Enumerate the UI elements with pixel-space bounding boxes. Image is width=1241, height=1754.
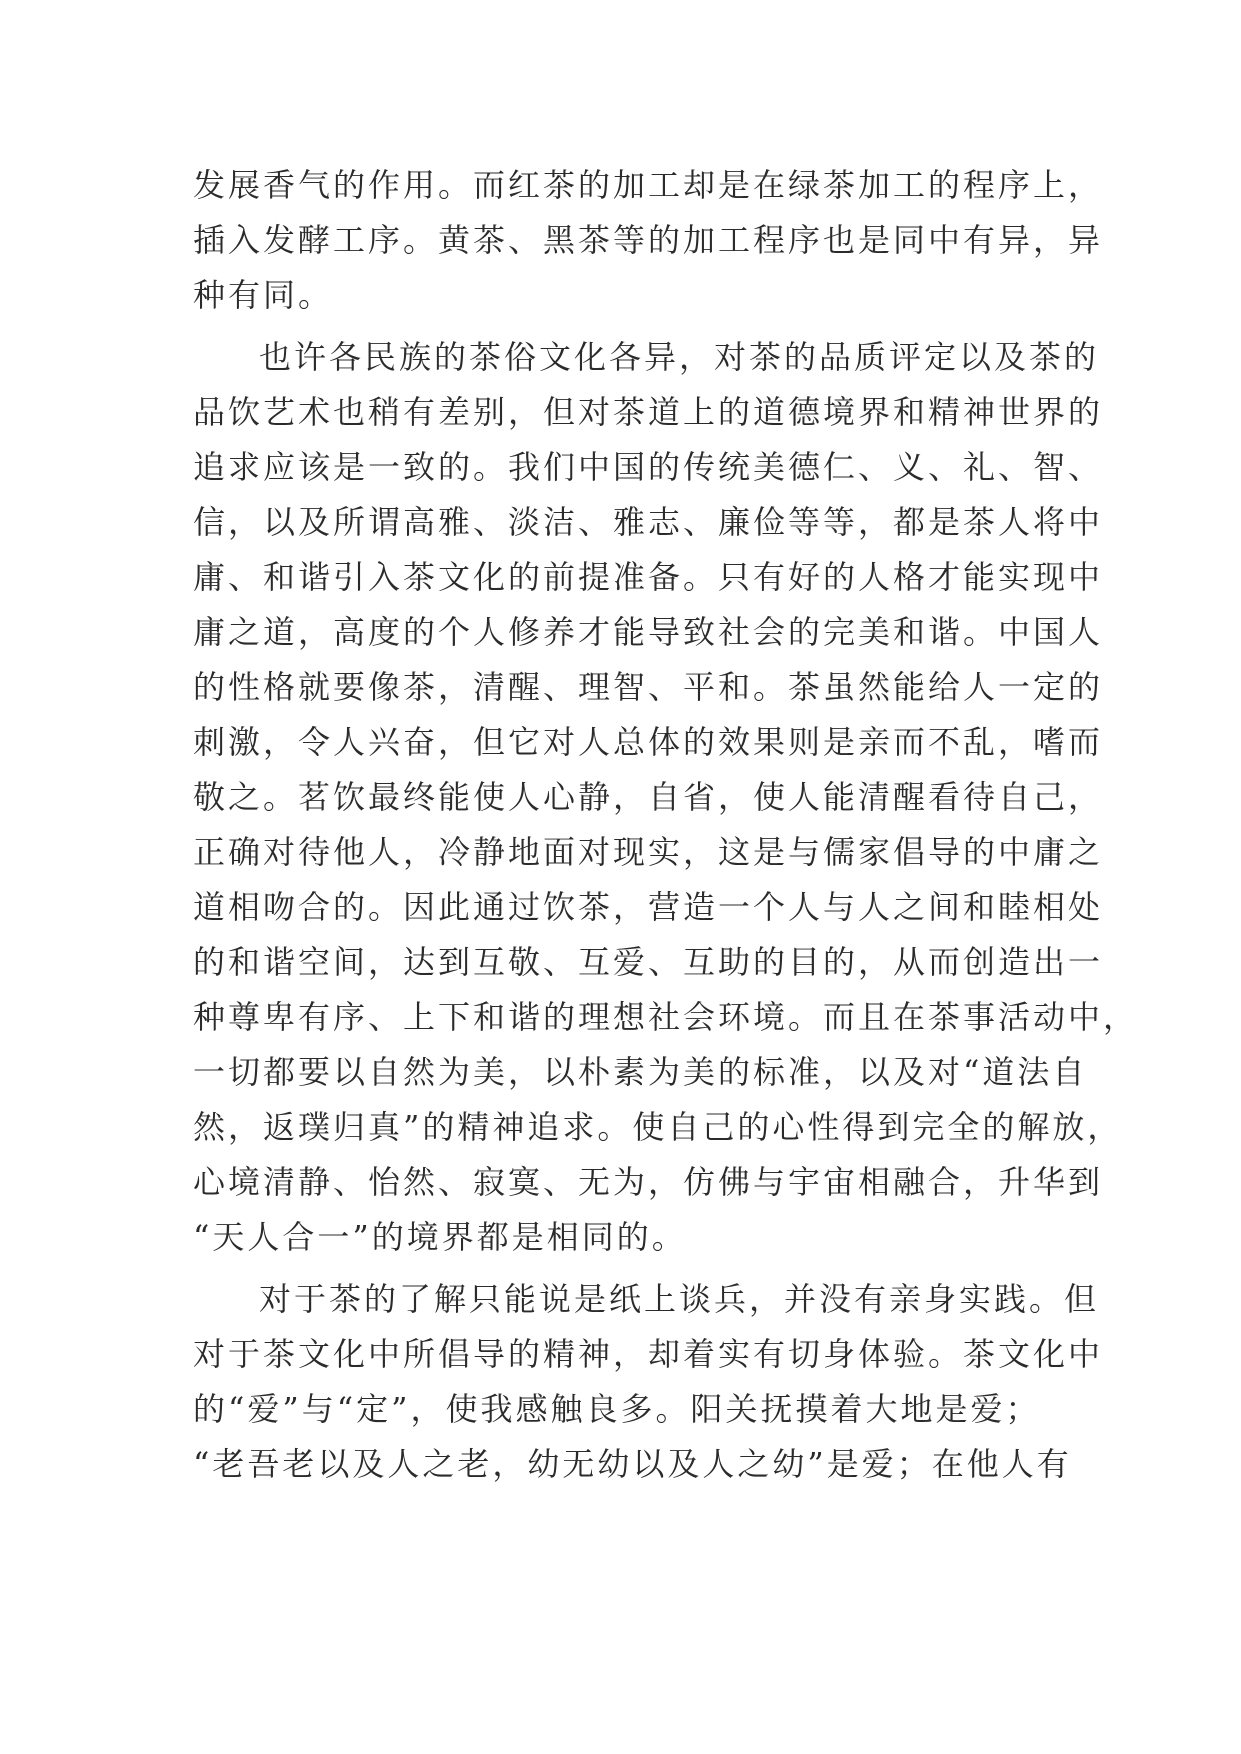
text-line: 刺激，令人兴奋，但它对人总体的效果则是亲而不乱，嗜而 [193,723,1104,761]
text-line: 对于茶文化中所倡导的精神，却着实有切身体验。茶文化中 [193,1335,1104,1373]
text-line: 心境清静、怡然、寂寞、无为，仿佛与宇宙相融合，升华到 [193,1163,1104,1201]
text-line: 发展香气的作用。而红茶的加工却是在绿茶加工的程序上， [193,166,1104,204]
paragraph-gap [193,1265,1073,1272]
text-line: 一切都要以自然为美，以朴素为美的标准，以及对“道法自 [193,1053,1088,1091]
body-text [193,158,1139,1492]
text-line: 庸、和谐引入茶文化的前提准备。只有好的人格才能实现中 [193,558,1104,596]
text-line: 种尊卑有序、上下和谐的理想社会环境。而且在茶事活动中， [193,998,1139,1036]
text-line: 插入发酵工序。黄茶、黑茶等的加工程序也是同中有异，异 [193,221,1104,259]
paragraph-gap [193,323,1073,330]
text-line: 的性格就要像茶，清醒、理智、平和。茶虽然能给人一定的 [193,668,1104,706]
text-line: 庸之道，高度的个人修养才能导致社会的完美和谐。中国人 [193,613,1104,651]
text-line: 敬之。茗饮最终能使人心静，自省，使人能清醒看待自己， [193,778,1104,816]
text-line: 对于茶的了解只能说是纸上谈兵，并没有亲身实践。但 [259,1280,1100,1318]
text-line: 品饮艺术也稍有差别，但对茶道上的道德境界和精神世界的 [193,393,1104,431]
text-line: 然，返璞归真”的精神追求。使自己的心性得到完全的解放， [193,1108,1123,1146]
text-line: 的“爱”与“定”，使我感触良多。阳关抚摸着大地是爱； [193,1390,1041,1428]
text-line: 的和谐空间，达到互敬、互爱、互助的目的，从而创造出一 [193,943,1104,981]
text-line: 种有同。 [193,276,334,314]
text-line: 信，以及所谓高雅、淡洁、雅志、廉俭等等，都是茶人将中 [193,503,1104,541]
text-line: 追求应该是一致的。我们中国的传统美德仁、义、礼、智、 [193,448,1104,486]
text-line: “老吾老以及人之老，幼无幼以及人之幼”是爱；在他人有 [193,1445,1072,1483]
text-line: 正确对待他人，冷静地面对现实，这是与儒家倡导的中庸之 [193,833,1104,871]
text-line: 道相吻合的。因此通过饮茶，营造一个人与人之间和睦相处 [193,888,1104,926]
text-line: 也许各民族的茶俗文化各异，对茶的品质评定以及茶的 [259,338,1100,376]
text-line: “天人合一”的境界都是相同的。 [193,1218,687,1256]
